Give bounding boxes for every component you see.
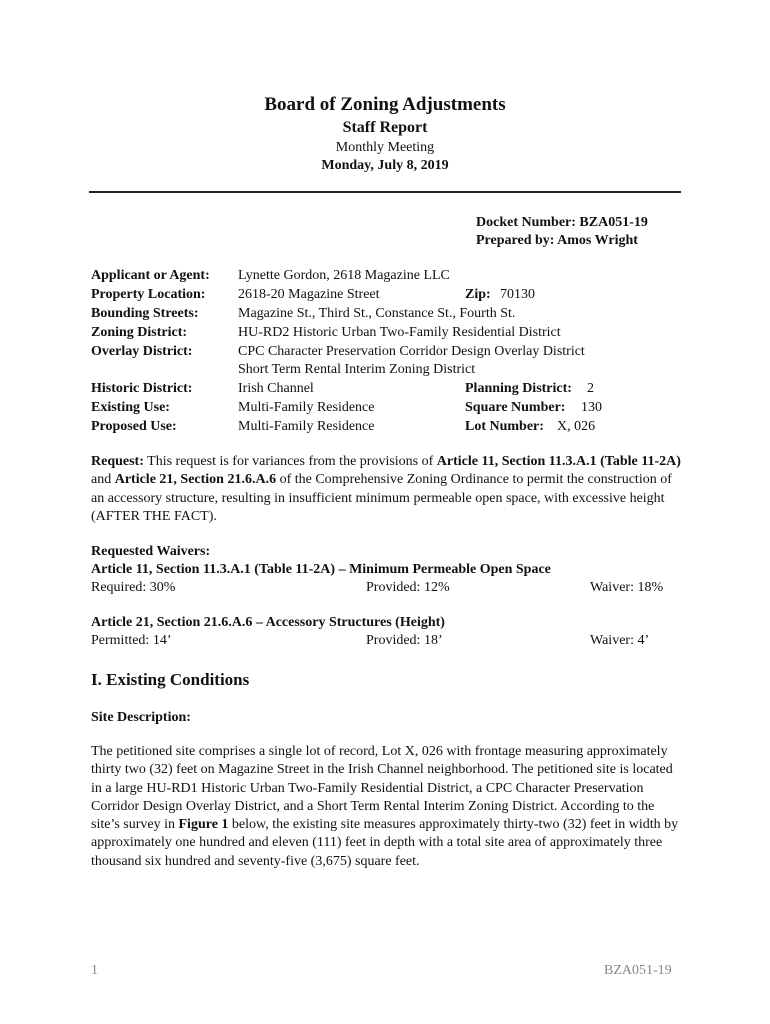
applicant-label: Applicant or Agent: (91, 268, 210, 283)
lot-label: Lot Number: (465, 419, 544, 434)
request-text-3: of the Comprehensive Zoning Ordinance to permit the construction of an accessory structure, resulting in insufficient minimum permeable open space, with excessive height (AFTER THE FACT). (91, 472, 672, 524)
property-value: 2618-20 Magazine Street (238, 287, 380, 302)
planning-value: 2 (587, 381, 594, 396)
waiver-2-provided: Provided: 18’ (366, 633, 443, 648)
square-label: Square Number: (465, 400, 566, 415)
site-text-2: below, the existing site measures approximately thirty-two (32) feet in width by approximately one hundred and eleven (111) feet in depth with a total site area of approximately three thousand six hundred and seventy-five (3,675) square feet. (91, 817, 679, 869)
request-paragraph (91, 453, 681, 526)
property-label: Property Location: (91, 287, 206, 302)
request-ref-1: Article 11, Section 11.3.A.1 (Table 11-2A) (436, 454, 681, 469)
applicant-value: Lynette Gordon, 2618 Magazine LLC (238, 268, 450, 283)
footer-code: BZA051-19 (604, 963, 672, 978)
square-value: 130 (581, 400, 602, 415)
historic-value: Irish Channel (238, 381, 314, 396)
waiver-1-provided: Provided: 12% (366, 580, 450, 595)
proposed-label: Proposed Use: (91, 419, 177, 434)
overlay-value-1: CPC Character Preservation Corridor Design Overlay District (238, 344, 585, 359)
waivers-heading: Requested Waivers: (91, 544, 211, 559)
existing-value: Multi-Family Residence (238, 400, 375, 415)
waiver-2-title: Article 21, Section 21.6.A.6 – Accessory Structures (Height) (91, 615, 445, 630)
site-text-1: The petitioned site comprises a single lot of record, Lot X, 026 with frontage measuring approximately thirty two (32) feet on Magazine Street in the Irish Channel neighborhood. The petitioned site is located in a large HU-RD1 Historic Urban Two-Family Residential District, a CPC Character Preservation Corridor Design Overlay District, and a Short Term Rental Interim Zoning District. According to the site’s survey in (91, 744, 673, 833)
request-text-2: and (91, 472, 115, 488)
planning-label: Planning District: (465, 381, 572, 396)
request-text-1: This request is for variances from the provisions of (143, 454, 437, 469)
waiver-1-amount: Waiver: 18% (590, 580, 664, 595)
bounding-label: Bounding Streets: (91, 306, 199, 321)
page-title: Board of Zoning Adjustments (264, 94, 506, 115)
lot-value: X, 026 (557, 419, 596, 434)
site-description-paragraph (91, 743, 681, 871)
request-ref-2: Article 21, Section 21.6.A.6 (114, 472, 277, 488)
waiver-1-required: Required: 30% (91, 580, 176, 595)
existing-label: Existing Use: (91, 400, 170, 415)
request-label: Request: (91, 454, 144, 469)
report-subtitle: Staff Report (342, 119, 428, 136)
zip-label: Zip: (465, 287, 491, 302)
header-divider (89, 191, 681, 193)
overlay-value-2: Short Term Rental Interim Zoning District (238, 362, 476, 377)
waiver-1-title: Article 11, Section 11.3.A.1 (Table 11-2A) – Minimum Permeable Open Space (91, 562, 551, 577)
figure-reference: Figure 1 (178, 817, 229, 833)
meeting-type: Monthly Meeting (335, 140, 435, 155)
waiver-2-amount: Waiver: 4’ (590, 633, 650, 648)
zoning-value: HU-RD2 Historic Urban Two-Family Residential District (238, 325, 561, 340)
bounding-value: Magazine St., Third St., Constance St., Fourth St. (238, 306, 516, 321)
page-number: 1 (91, 963, 98, 978)
site-description-heading: Site Description: (91, 710, 191, 725)
prepared-by: Prepared by: Amos Wright (476, 233, 638, 248)
proposed-value: Multi-Family Residence (238, 419, 375, 434)
section-heading: I. Existing Conditions (91, 670, 250, 689)
overlay-label: Overlay District: (91, 344, 193, 359)
waiver-2-permitted: Permitted: 14’ (91, 633, 172, 648)
meeting-date: Monday, July 8, 2019 (321, 158, 449, 173)
historic-label: Historic District: (91, 381, 193, 396)
zoning-label: Zoning District: (91, 325, 188, 340)
docket-number: Docket Number: BZA051-19 (476, 215, 648, 230)
zip-value: 70130 (500, 287, 535, 302)
